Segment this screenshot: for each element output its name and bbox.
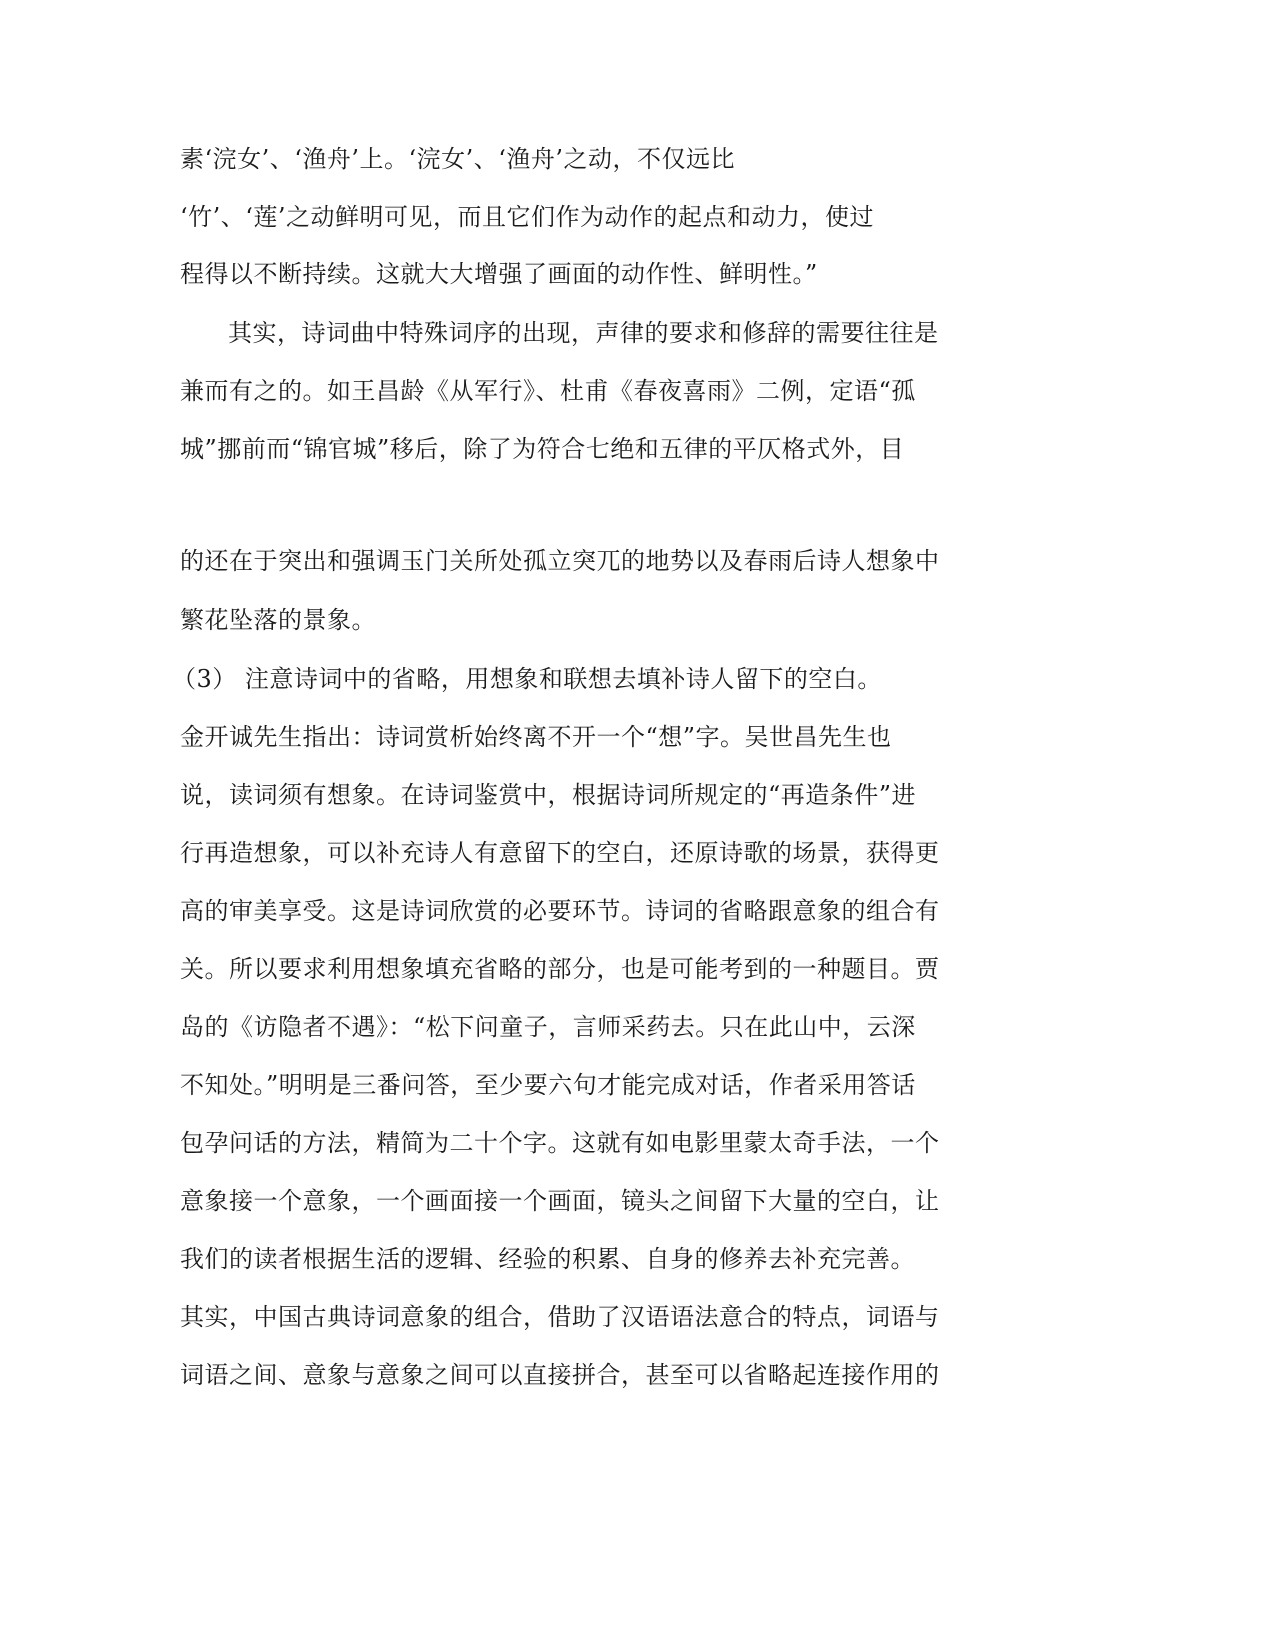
section-heading-3: （3） 注意诗词中的省略，用想象和联想去填补诗人留下的空白。 — [172, 665, 882, 693]
text-line: 不知处。”明明是三番问答，至少要六句才能完成对话，作者采用答话 — [180, 1071, 916, 1099]
text-line: 高的审美享受。这是诗词欣赏的必要环节。诗词的省略跟意象的组合有 — [180, 897, 940, 925]
text-line: 繁花坠落的景象。 — [180, 606, 376, 634]
paragraph-first-line: 其实，诗词曲中特殊词序的出现，声律的要求和修辞的需要往往是 — [228, 319, 939, 347]
text-line: 说，读词须有想象。在诗词鉴赏中，根据诗词所规定的“再造条件”进 — [180, 781, 917, 809]
text-line: 行再造想象，可以补充诗人有意留下的空白，还原诗歌的场景，获得更 — [180, 839, 940, 867]
text-line: 词语之间、意象与意象之间可以直接拼合，甚至可以省略起连接作用的 — [180, 1361, 940, 1389]
text-line: 包孕问话的方法，精简为二十个字。这就有如电影里蒙太奇手法，一个 — [180, 1129, 940, 1157]
text-line: 城”挪前而“锦官城”移后，除了为符合七绝和五律的平仄格式外，目 — [180, 435, 905, 463]
text-line: 我们的读者根据生活的逻辑、经验的积累、自身的修养去补充完善。 — [180, 1245, 915, 1273]
text-line: 意象接一个意象，一个画面接一个画面，镜头之间留下大量的空白，让 — [180, 1187, 940, 1215]
text-line: 的还在于突出和强调玉门关所处孤立突兀的地势以及春雨后诗人想象中 — [180, 547, 940, 575]
text-line: ‘竹’、‘莲’之动鲜明可见，而且它们作为动作的起点和动力，使过 — [180, 203, 875, 231]
text-line: 兼而有之的。如王昌龄《从军行》、杜甫《春夜喜雨》二例，定语“孤 — [180, 377, 916, 405]
text-line: 关。所以要求利用想象填充省略的部分，也是可能考到的一种题目。贾 — [180, 955, 940, 983]
text-line: 素‘浣女’、‘渔舟’上。‘浣女’、‘渔舟’之动，不仅远比 — [180, 145, 736, 173]
text-line: 岛的《访隐者不遇》：“松下问童子，言师采药去。只在此山中，云深 — [180, 1013, 916, 1041]
text-line: 其实，中国古典诗词意象的组合，借助了汉语语法意合的特点，词语与 — [180, 1303, 940, 1331]
text-line: 金开诚先生指出：诗词赏析始终离不开一个“想”字。吴世昌先生也 — [180, 723, 892, 751]
text-line: 程得以不断持续。这就大大增强了画面的动作性、鲜明性。” — [180, 260, 818, 288]
